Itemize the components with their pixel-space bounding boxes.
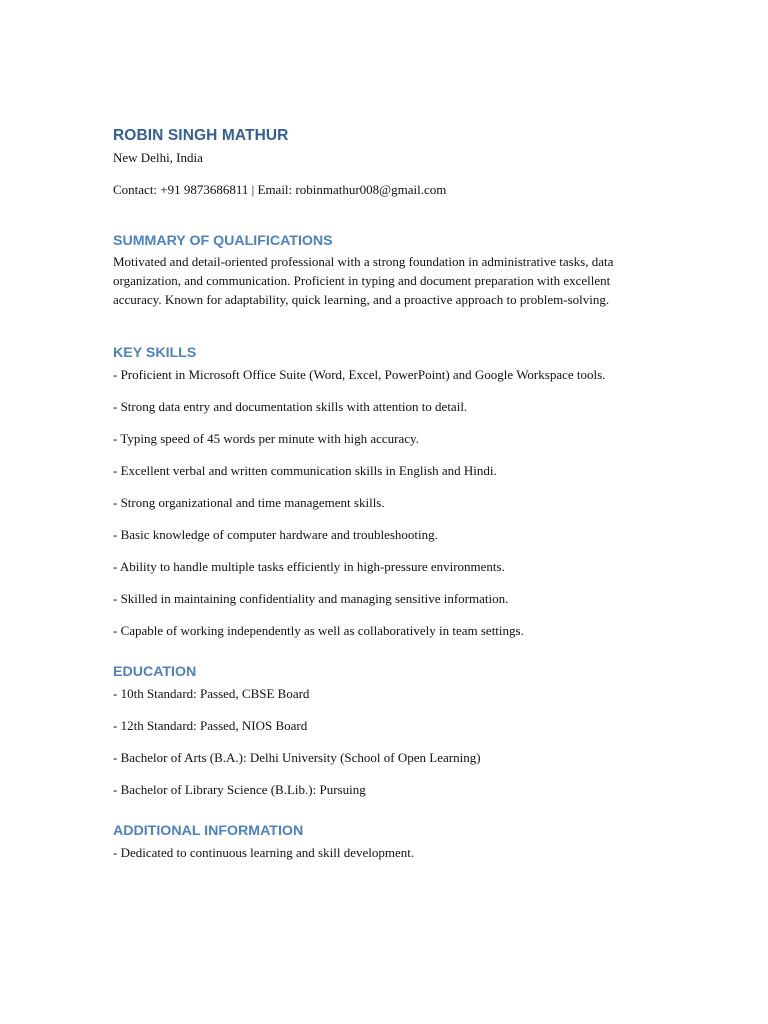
skill-item: - Excellent verbal and written communication skills in English and Hindi. <box>113 462 497 478</box>
education-item: - Bachelor of Library Science (B.Lib.): Pursuing <box>113 781 366 797</box>
skill-item: - Ability to handle multiple tasks efficiently in high-pressure environments. <box>113 558 505 574</box>
summary-heading: SUMMARY OF QUALIFICATIONS <box>113 233 333 249</box>
candidate-name: ROBIN SINGH MATHUR <box>113 127 289 144</box>
skill-item: - Typing speed of 45 words per minute with high accuracy. <box>113 430 419 446</box>
skill-item: - Strong organizational and time management skills. <box>113 494 385 510</box>
skill-item: - Strong data entry and documentation skills with attention to detail. <box>113 398 468 414</box>
skill-item: - Capable of working independently as well as collaboratively in team settings. <box>113 622 524 638</box>
skill-item: - Proficient in Microsoft Office Suite (Word, Excel, PowerPoint) and Google Workspace tools. <box>113 366 606 382</box>
skills-heading: KEY SKILLS <box>113 344 197 361</box>
summary-text: Motivated and detail-oriented professional with a strong foundation in administrative tasks, data organization, and communication. Proficient in typing and document preparation with excellent accuracy. Known for adaptability, quick learning, and a proactive approach to problem-solving. <box>113 254 614 308</box>
education-list <box>113 684 668 799</box>
location: New Delhi, India <box>113 150 203 165</box>
education-heading: EDUCATION <box>113 663 197 680</box>
contact-info: Contact: +91 9873686811 | Email: robinmathur008@gmail.com <box>113 182 447 197</box>
education-item: - 12th Standard: Passed, NIOS Board <box>113 717 308 733</box>
additional-info-item: - Dedicated to continuous learning and skill development. <box>113 844 415 860</box>
skill-item: - Basic knowledge of computer hardware and troubleshooting. <box>113 526 438 542</box>
education-item: - Bachelor of Arts (B.A.): Delhi University (School of Open Learning) <box>113 749 481 765</box>
additional-info-heading: ADDITIONAL INFORMATION <box>113 822 304 839</box>
skills-list <box>113 365 668 640</box>
skill-item: - Skilled in maintaining confidentiality and managing sensitive information. <box>113 590 509 606</box>
additional-info-list <box>113 843 668 862</box>
education-item: - 10th Standard: Passed, CBSE Board <box>113 685 310 701</box>
